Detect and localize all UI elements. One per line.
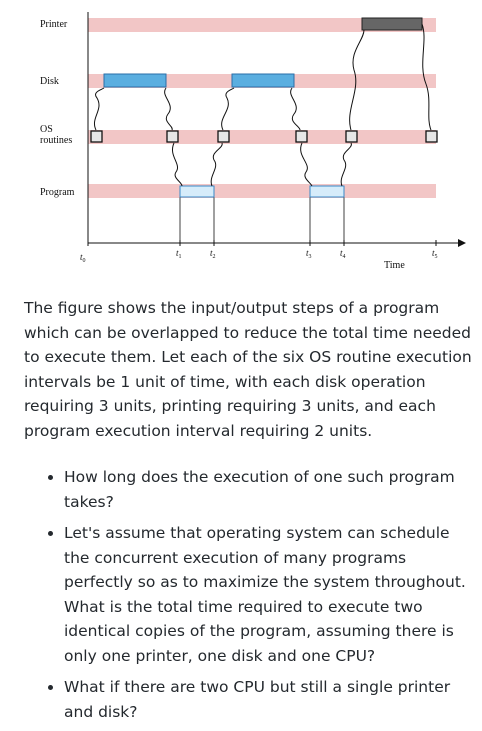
tick-label-t5: $t_5$ (432, 248, 438, 260)
row-label-os: OS (40, 124, 53, 135)
os-routine-box (218, 131, 229, 142)
row-label-disk: Disk (40, 76, 59, 87)
question-list (24, 465, 474, 724)
row-label-routines: routines (40, 135, 73, 146)
disk-operation (232, 74, 294, 87)
tick-label-t4: $t_4$ (340, 248, 346, 260)
time-axis-label: Time (384, 260, 405, 271)
question-item: • How long does the execution of one such program takes? (64, 465, 474, 514)
program-band (88, 184, 436, 198)
tick-label-t2: $t_2$ (210, 248, 216, 260)
os-routine-box (167, 131, 178, 142)
printer-operation (362, 18, 422, 30)
tick-label-t1: $t_1$ (176, 248, 182, 260)
program-execution (180, 186, 214, 197)
question-item: • Let's assume that operating system can schedule the concurrent execution of many programs perfectly so as to maximize the system throughout. What is the total time required to execute two identical copies of the program, assuming there is only one printer, one disk and one CPU? (64, 521, 474, 668)
tick-label-t3: $t_3$ (306, 248, 312, 260)
question-item: • What if there are two CPU but still a single printer and disk? (64, 675, 474, 724)
time-axis-arrow-icon (458, 239, 466, 247)
os-routine-box (91, 131, 102, 142)
os-routine-box (426, 131, 437, 142)
os-band (88, 130, 436, 144)
os-routine-box (346, 131, 357, 142)
problem-text (24, 296, 474, 731)
disk-operation (104, 74, 166, 87)
os-routine-box (296, 131, 307, 142)
tick-label-t0: $t_0$ (80, 252, 86, 264)
problem-paragraph: The figure shows the input/output steps of a program which can be overlapped to reduce the total time needed to execute them. Let each of the six OS routine execution intervals be 1 unit of time, with each disk operation requiring 3 units, printing requiring 3 units, and each program execution interval requiring 2 units. (24, 299, 472, 440)
row-label-program: Program (40, 187, 75, 198)
program-execution (310, 186, 344, 197)
io-overlap-diagram (0, 0, 482, 285)
wavy-connectors (94, 24, 431, 186)
row-label-printer: Printer (40, 19, 68, 30)
